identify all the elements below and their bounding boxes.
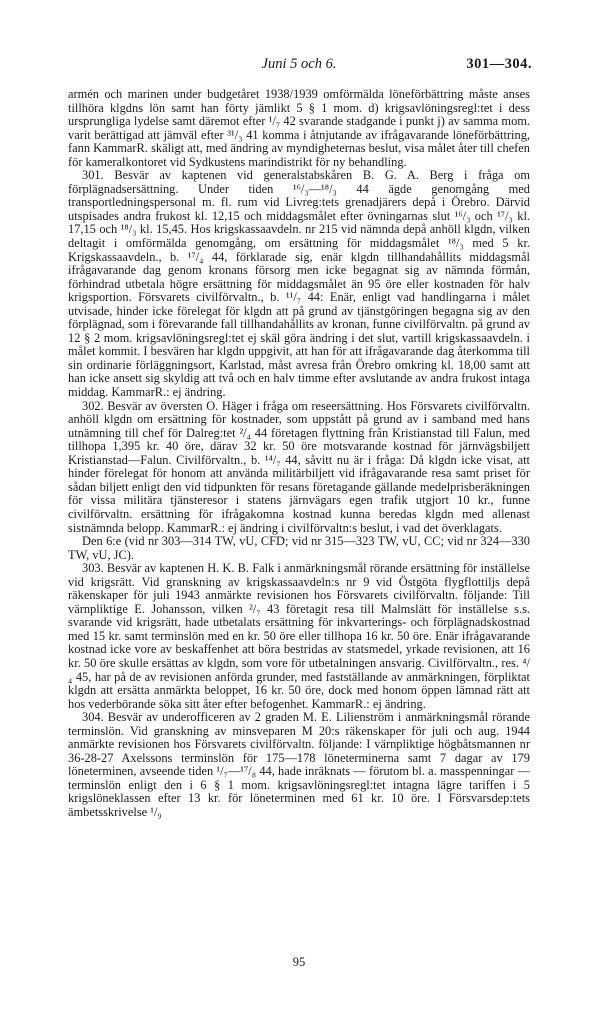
paragraph-303: 303. Besvär av kaptenen H. K. B. Falk i anmärkningsmål rörande ersättning för inställelse vid krigsrätt. Vid granskning av krigskassaavdeln:s nr 9 vid Östgöta flygflottiljs depå räkenskaper för juli 1943 anmärkte revisionen hos Försvarets civilförvaltn. följande: Till värnpliktige E. Johansson, vilken ²/₇ 43 företagit resa till Malmslätt för inställelse s.s. svarande vid krigsrätt, hade utbetalats ersättning för inkvarterings- och förplägnadskostnad med 15 kr. samt terminslön med en kr. 50 öre eller tillhopa 16 kr. 50 öre. Enär ifrågavarande kostnad icke vore av beskaffenhet att böra bestridas av statsmedel, yrkade revisionen, att 16 kr. 50 öre skulle ersättas av klgdn, som vore för utbetalningen ansvarig. Civilförvaltn., res. ⁴/₄ 45, har på de av revisionen anförda grunder, med fastställande av anmärkningen, förpliktat klgdn att ersätta anmärkta beloppet, 16 kr. 50 öre, dock med honom öppen lämnad rätt att hos vederbörande söka sitt åter efter befogenhet. KammarR.: ej ändring. bbox=[68, 561, 530, 711]
body-text bbox=[68, 88, 530, 820]
paragraph-continuation: armén och marinen under budgetåret 1938/1939 omförmälda löneförbättring måste anses tillhöra klgdns lön samt han förty jämlikt 5 § 1 mom. d) krigsavlöningsregl:tet i dess ursprungliga lydelse samt däremot efter ¹/₇ 42 svarande stadgande i punkt j) av samma mom. varit berättigad att jämväl efter ³¹/₃ 41 komma i åtnjutande av ifrågavarande löneförbättring, fann KammarR. skäligt att, med ändring av myndigheternas beslut, visa målet åter till chefen för kameralkontoret vid Sydkustens marindistrikt för ny behandling. bbox=[68, 87, 530, 169]
paragraph-date-heading: Den 6:e (vid nr 303—314 TW, vU, CFD; vid nr 315—323 TW, vU, CC; vid nr 324—330 TW, vU, JC). bbox=[68, 534, 530, 562]
paragraph-304: 304. Besvär av underofficeren av 2 graden M. E. Lilienström i anmärkningsmål rörande terminslön. Vid granskning av minsveparen M 20:s räkenskaper för juli och aug. 1944 anmärkte revisionen hos Försvarets civilförvaltn. följande: I värnpliktige högbåtsmannen nr 36-28-27 Axelssons terminslön för 175—178 löneterminerna samt 7 dagar av 179 löneterminen, avseende tiden ¹/₇—¹⁷/₈ 44, hade inräknats — förutom bl. a. masspenningar — terminslön enligt den i 6 § 1 mom. krigsavlöningsregl:tet intagna lägre tariffen i 5 krigslöneklassen efter 13 kr. för löneterminen med 61 kr. 10 öre. I Försvarsdep:tets ämbetsskrivelse ¹/₉ bbox=[68, 710, 530, 819]
paragraph-301: 301. Besvär av kaptenen vid generalstabskåren B. G. A. Berg i fråga om förplägnadsersättning. Under tiden ¹⁶/₃—¹⁸/₃ 44 ägde genomgång med transportledningspersonal m. fl. rum vid Livreg:tets grenadjärers depå i Örebro. Därvid utspisades andra frukost kl. 12,15 och middagsmålet efter övningarnas slut ¹⁶/₃ och ¹⁷/₃ kl. 17,15 och ¹⁸/₃ kl. 15,45. Hos krigskassaavdeln. nr 215 vid nämnda depå anhöll klgdn, vilken deltagit i omförmälda genomgång, om ersättning för middagsmålet ¹⁸/₃ med 5 kr. Krigskassaavdeln., b. ¹⁷/₄ 44, förklarade sig, enär klgdn tillhandahållits middagsmål ifrågavarande dag genom kronans försorg men icke begagnat sig av nämnda förmån, förhindrad utbetala högre ersättning för middagsmålet än 95 öre eller kostnaden för halv krigsportion. Försvarets civilförvaltn., b. ¹¹/₇ 44: Enär, enligt vad handlingarna i målet utvisade, hinder icke förelegat för klgdn att på grund av tjänstgöringen begagna sig av den förplägnad, som i förevarande fall tillhandahållits av kronan, funne civilförvaltn. på grund av 12 § 2 mom. krigsavlöningsregl:tet ej skäl göra ändring i det slut, vartill krigskassaavdeln. i målet kommit. I besvären har klgdn uppgivit, att han för att ifrågavarande dag återkomma till sin ordinarie förläggningsort, Karlstad, måst avresa från Örebro omkring kl. 18,00 samt att han icke ansett sig skyldig att två och en halv timme efter avslutande av andra frukost intaga middag. KammarR.: ej ändring. bbox=[68, 168, 530, 400]
running-title: Juni 5 och 6. bbox=[261, 56, 337, 72]
paragraph-302: 302. Besvär av översten O. Häger i fråga om reseersättning. Hos Försvarets civilförvaltn. anhöll klgdn om ersättning för kostnader, som uppstått på grund av i samband med hans utnämning till chef för Dalreg:tet ²/₄ 44 företagen flyttning från Kristianstad till Falun, med tillhopa 1,395 kr. 40 öre, därav 32 kr. 50 öre motsvarande kostnad för järnvägsbiljett Kristianstad—Falun. Civilförvaltn., b. ¹⁴/₇ 44, såvitt nu är i fråga: Då klgdn icke visat, att hinder förelegat för honom att använda militärbiljett vid ifrågavarande resa samt priset för sådan biljett enligt den vid tidpunkten för resans företagande gällande medelprisberäkningen för vissa militära tjänsteresor i statens järnvägars egen trafik utgjort 10 kr., funne civilförvaltn. ersättning för ifrågakomna kostnad kunna beredas klgdn med allenast sistnämnda belopp. KammarR.: ej ändring i civilförvaltn:s beslut, i vad det överklagats. bbox=[68, 398, 530, 535]
running-header bbox=[68, 56, 530, 78]
section-range: 301—304. bbox=[466, 56, 532, 72]
page-number: 95 bbox=[292, 955, 306, 969]
